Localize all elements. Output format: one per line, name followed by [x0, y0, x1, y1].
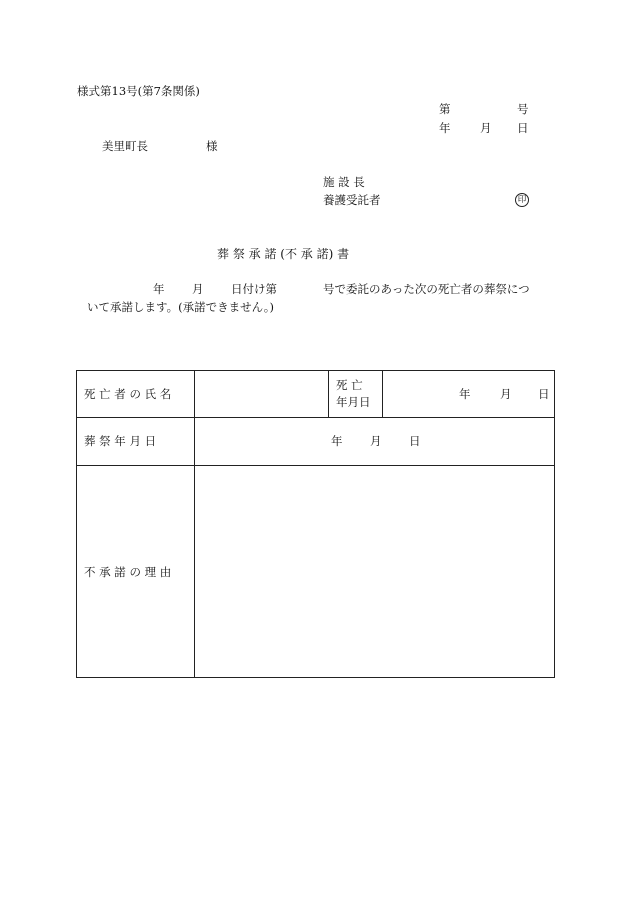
sender-title-caretaker: 養護受託者: [323, 193, 381, 207]
addressee-honorific: 様: [206, 139, 218, 153]
funeral-date-label: 葬 祭 年 月 日: [84, 434, 157, 448]
body-year-label: 年: [153, 282, 165, 296]
deceased-name-label: 死 亡 者 の 氏 名: [84, 387, 172, 401]
body-day-reference: 日付け第: [231, 282, 277, 296]
body-month-label: 月: [192, 282, 204, 296]
date-day-label: 日: [517, 121, 529, 135]
death-date-label-line1: 死 亡: [336, 378, 363, 392]
table-row-divider: [77, 465, 554, 466]
date-year-label: 年: [439, 121, 451, 135]
document-number-suffix: 号: [517, 102, 529, 116]
funeral-month-label: 月: [370, 434, 382, 448]
document-title: 葬 祭 承 諾 (不 承 諾) 書: [217, 247, 350, 261]
table-column-divider: [382, 371, 383, 417]
body-line2: いて承諾します。(承諾できません。): [87, 300, 274, 314]
death-day-label: 日: [538, 387, 550, 401]
table-row-divider: [77, 417, 554, 418]
table-column-divider: [194, 371, 195, 677]
date-month-label: 月: [480, 121, 492, 135]
death-month-label: 月: [500, 387, 512, 401]
body-line1-rest: 号で委託のあった次の死亡者の葬祭につ: [323, 282, 530, 296]
funeral-consent-table: [76, 370, 555, 678]
table-column-divider: [328, 371, 329, 417]
addressee-name: 美里町長: [102, 139, 148, 153]
seal-mark: 印: [515, 193, 529, 207]
refusal-reason-label: 不 承 諾 の 理 由: [84, 565, 172, 579]
death-date-label-line2: 年月日: [336, 395, 371, 409]
funeral-year-label: 年: [331, 434, 343, 448]
sender-title-facility-head: 施 設 長: [323, 175, 365, 189]
form-number: 様式第13号(第7条関係): [77, 84, 200, 98]
funeral-day-label: 日: [409, 434, 421, 448]
death-year-label: 年: [459, 387, 471, 401]
document-number-prefix: 第: [439, 102, 451, 116]
